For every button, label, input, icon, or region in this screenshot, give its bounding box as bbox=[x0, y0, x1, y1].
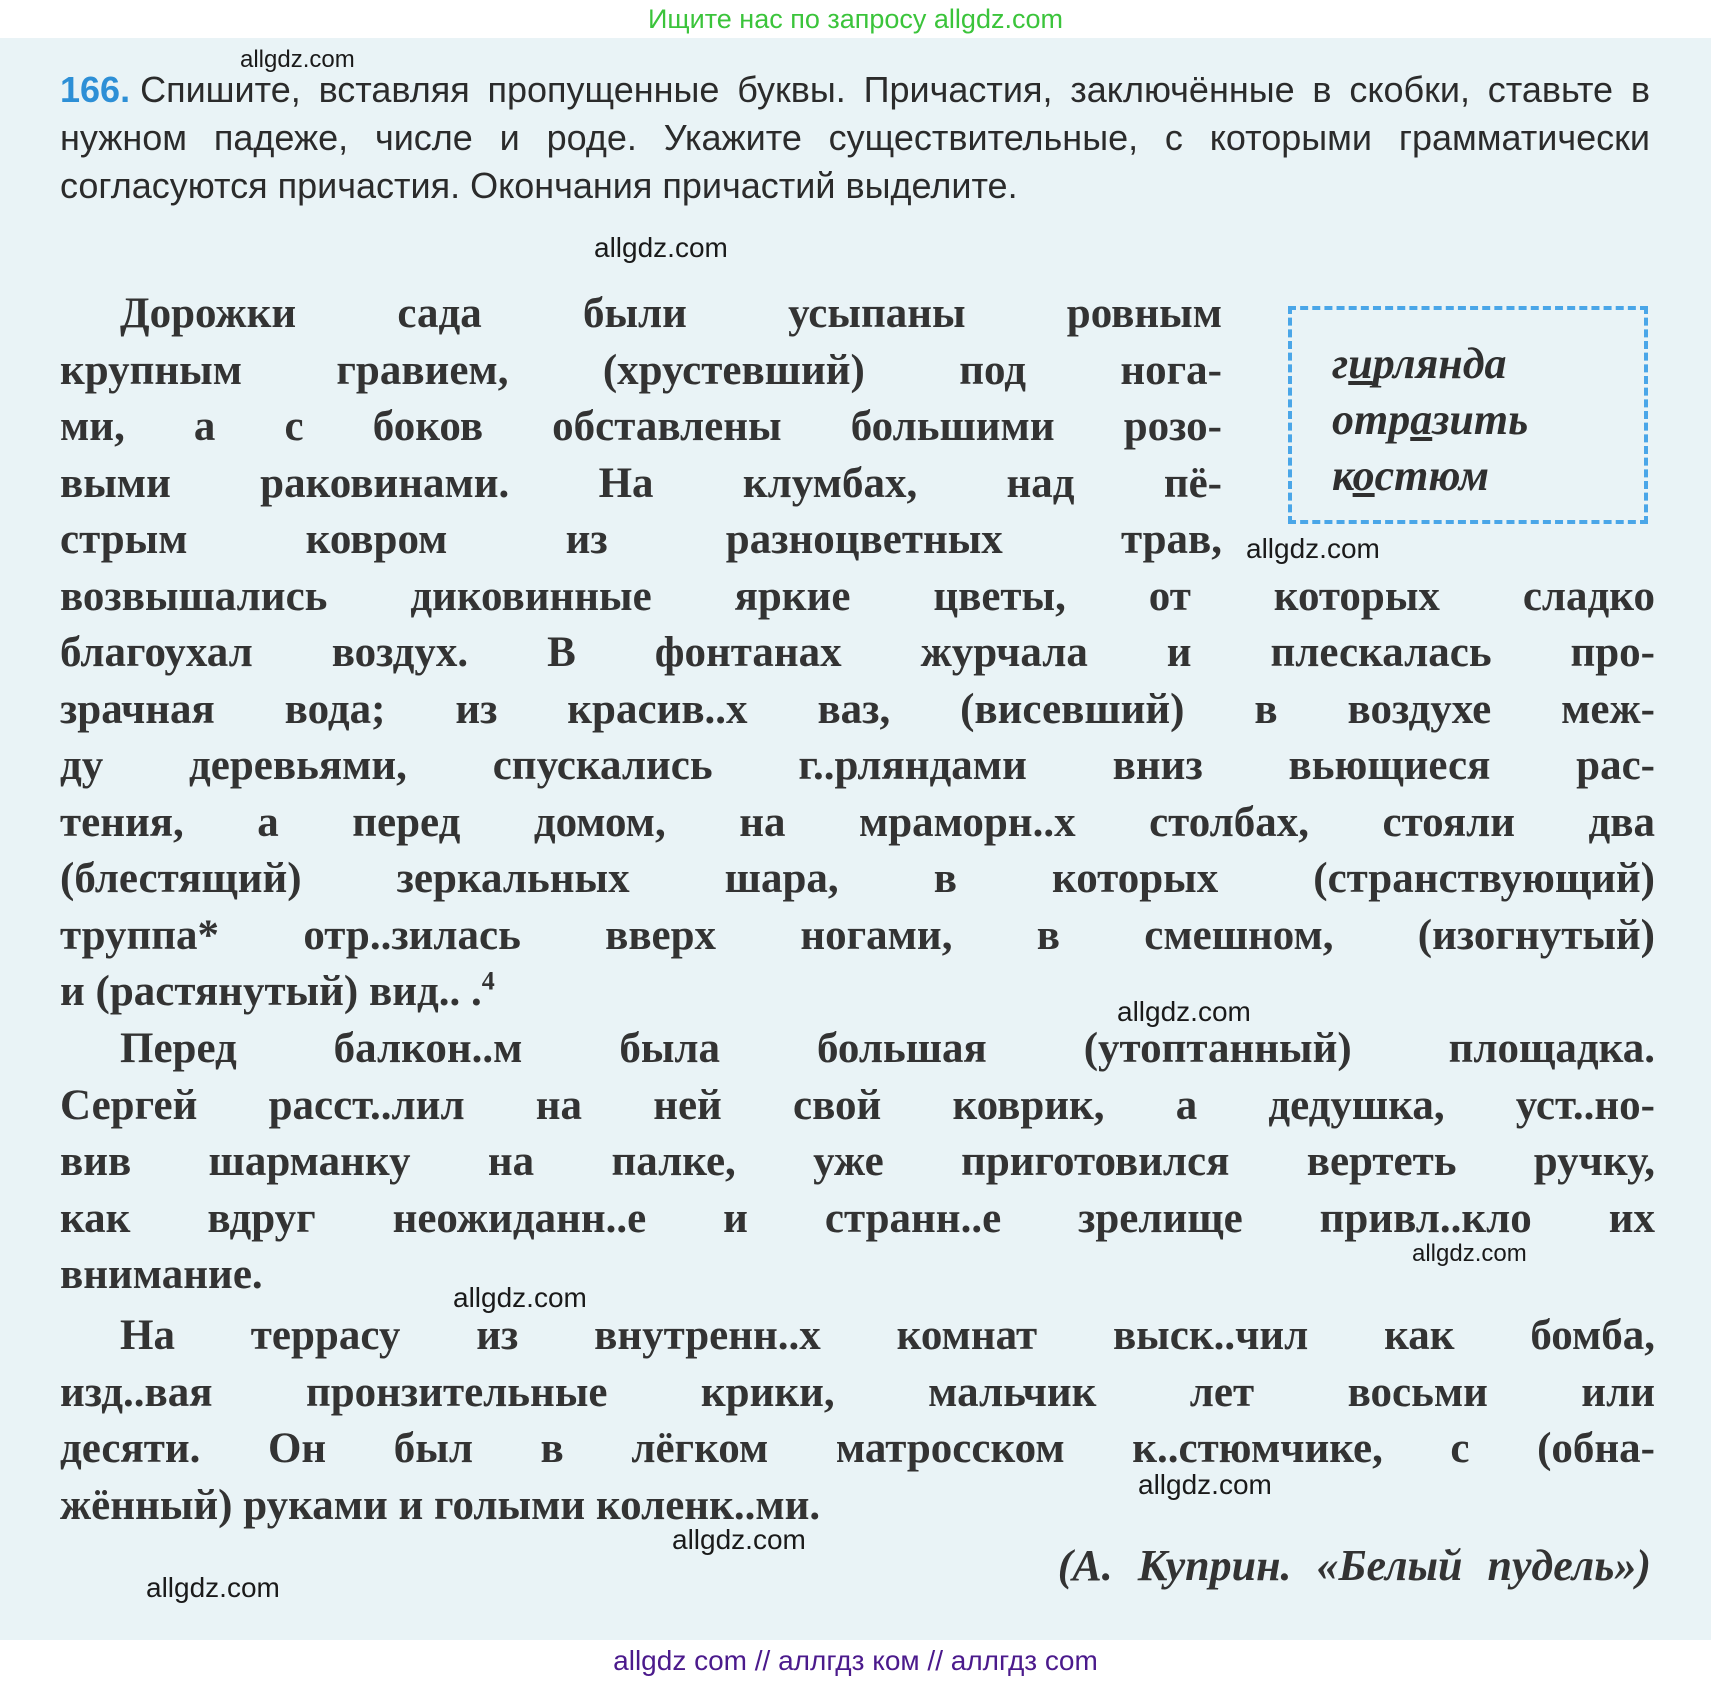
vocabulary-box bbox=[1288, 306, 1648, 524]
stressed-letter: и bbox=[1348, 339, 1373, 388]
stressed-letter: о bbox=[1352, 451, 1375, 500]
paragraph-3 bbox=[60, 1308, 1655, 1534]
text-line: Сергей расст..лил на ней свой коврик, а дедушка, уст..но- bbox=[60, 1081, 1655, 1129]
task-number: 166. bbox=[60, 69, 131, 110]
text-line-last bbox=[60, 964, 1655, 1021]
text-line: ду деревьями, спускались г..рляндами вниз вьющиеся рас- bbox=[60, 742, 1655, 789]
text-line: вив шарманку на палке, уже приготовился вертеть ручку, bbox=[60, 1138, 1655, 1185]
text-line: возвышались диковинные яркие цветы, от которых сладко bbox=[60, 572, 1655, 620]
text-line: внимание. bbox=[60, 1251, 263, 1298]
text-line-content: и (растянутый) вид.. . bbox=[60, 968, 482, 1015]
attribution: (А. Куприн. «Белый пудель») bbox=[1057, 1541, 1651, 1590]
watermark: allgdz.com bbox=[672, 1524, 806, 1555]
vocab-word-garland: гирлянда bbox=[1332, 339, 1507, 388]
text-line: ми, а с боков обставлены большими розо- bbox=[60, 403, 1222, 450]
text-line: Дорожки сада были усыпаны ровным bbox=[120, 290, 1222, 337]
text-line: благоухал воздух. В фонтанах журчала и плескалась про- bbox=[60, 629, 1655, 676]
text-line: На террасу из внутренн..х комнат выск..чил как бомба, bbox=[120, 1312, 1655, 1359]
watermark: allgdz.com bbox=[1246, 533, 1380, 564]
top-banner[interactable]: Ищите нас по запросу allgdz.com bbox=[648, 4, 1063, 34]
text-line: десяти. Он был в лёгком матросском к..стюмчике, с (обна- bbox=[60, 1425, 1655, 1472]
text-line: стрым ковром из разноцветных трав, bbox=[60, 516, 1222, 563]
vocab-word-costume: костюм bbox=[1332, 451, 1489, 500]
task-instruction bbox=[60, 66, 1650, 210]
watermark: allgdz.com bbox=[1412, 1240, 1527, 1267]
text-line: жённый) руками и голыми коленк..ми. bbox=[60, 1481, 821, 1529]
watermark: allgdz.com bbox=[146, 1572, 280, 1603]
footnote-mark: 4 bbox=[481, 966, 495, 996]
watermark: allgdz.com bbox=[453, 1282, 587, 1313]
watermark: allgdz.com bbox=[240, 46, 355, 73]
text-line: изд..вая пронзительные крики, мальчик лет восьми или bbox=[60, 1368, 1655, 1416]
watermark: allgdz.com bbox=[1138, 1469, 1272, 1500]
vocab-word-reflect: отразить bbox=[1332, 395, 1529, 444]
text-line: тения, а перед домом, на мраморн..х столбах, стояли два bbox=[60, 798, 1655, 846]
bottom-banner[interactable]: allgdz com // аллгдз ком // аллгдз com bbox=[613, 1645, 1098, 1676]
text-line: крупным гравием, (хрустевший) под нога- bbox=[60, 346, 1222, 394]
watermark: allgdz.com bbox=[594, 232, 728, 263]
task-text: Спишите, вставляя пропущенные буквы. Причастия, заключённые в скобки, ставьте в нужном падеже, числе и роде. Укажите существительные, с которыми грамматически согласуются причастия. Окончания причастий выделите. bbox=[60, 69, 1650, 206]
text-line: зрачная вода; из красив..х ваз, (висевший) в воздухе меж- bbox=[60, 685, 1655, 733]
text-line: Перед балкон..м была большая (утоптанный) площадка. bbox=[120, 1025, 1655, 1072]
stressed-letter: а bbox=[1410, 395, 1433, 444]
text-line: (блестящий) зеркальных шара, в которых (странствующий) bbox=[60, 855, 1655, 902]
text-line: выми раковинами. На клумбах, над пё- bbox=[60, 459, 1222, 507]
text-line: труппа* отр..зилась вверх ногами, в смешном, (изогнутый) bbox=[60, 911, 1655, 959]
watermark: allgdz.com bbox=[1117, 996, 1251, 1027]
text-line: как вдруг неожиданн..е и странн..е зрелище привл..кло их bbox=[60, 1194, 1655, 1242]
